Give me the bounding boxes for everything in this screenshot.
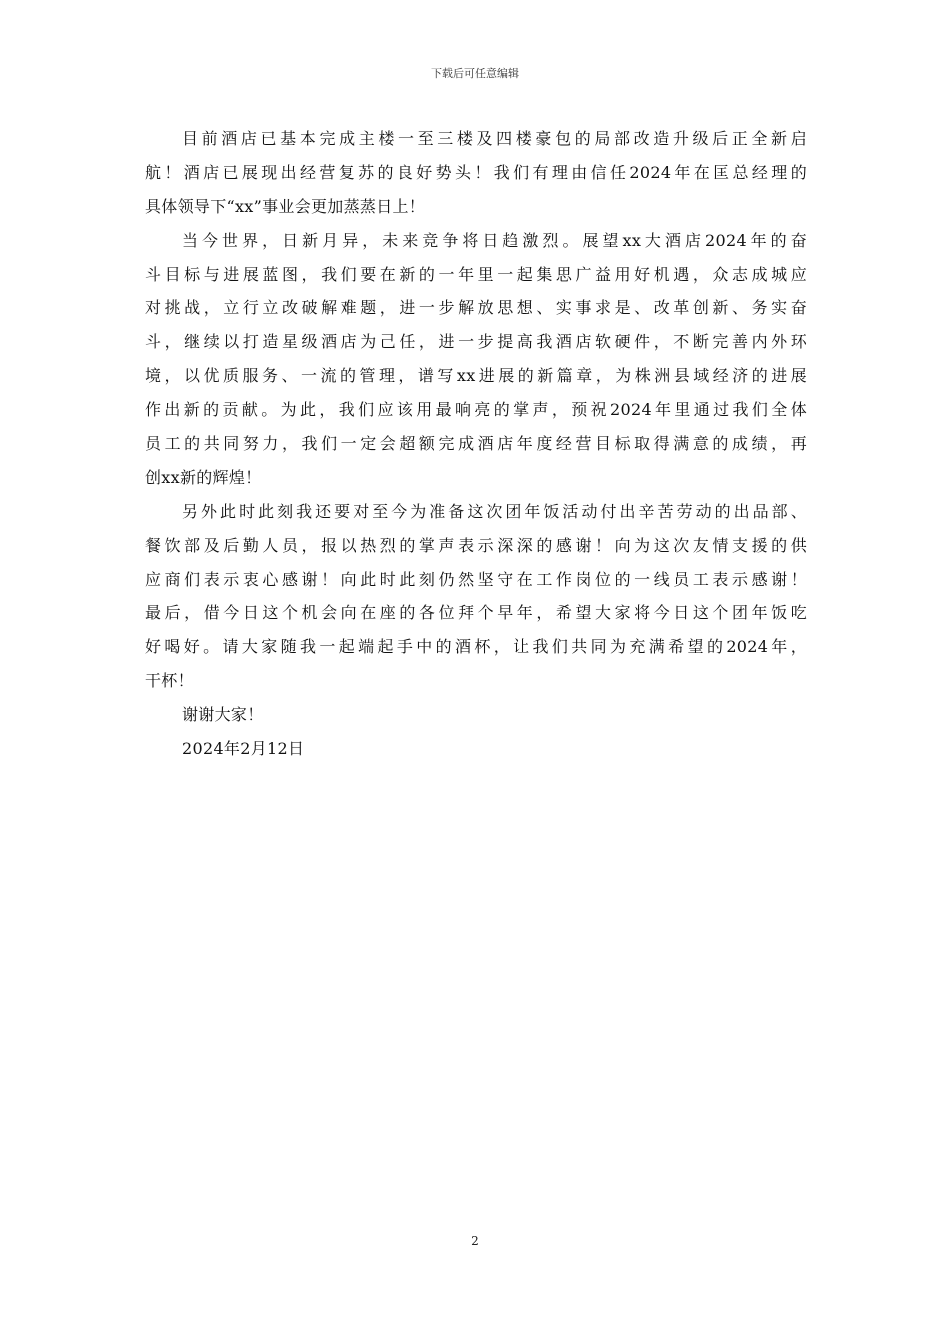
paragraph-3-line-4: 最后，借今日这个机会向在座的各位拜个早年，希望大家将今日这个团年饭吃 [145, 603, 807, 623]
document-body [145, 122, 807, 766]
paragraph-1-line-2: 航！酒店已展现出经营复苏的良好势头！我们有理由信任2024年在匡总经理的 [145, 162, 807, 182]
paragraph-3-line-1: 另外此时此刻我还要对至今为准备这次团年饭活动付出辛苦劳动的出品部、 [182, 501, 807, 521]
paragraph-2-line-6: 作出新的贡献。为此，我们应该用最响亮的掌声，预祝2024年里通过我们全体 [145, 400, 807, 420]
page-number: 2 [471, 1234, 479, 1248]
paragraph-1-line-1: 目前酒店已基本完成主楼一至三楼及四楼豪包的局部改造升级后正全新启 [182, 129, 807, 148]
document-date: 2024年2月12日 [182, 739, 305, 759]
paragraph-2-line-8: 创xx新的辉煌！ [145, 467, 262, 487]
paragraph-3-line-5: 好喝好。请大家随我一起端起手中的酒杯，让我们共同为充满希望的2024年， [145, 637, 807, 657]
page-header: 下载后可任意编辑 [431, 67, 519, 80]
paragraph-3-line-2: 餐饮部及后勤人员，报以热烈的掌声表示深深的感谢！向为这次友情支援的供 [145, 535, 807, 555]
paragraph-2-line-1: 当今世界，日新月异，未来竞争将日趋激烈。展望xx大酒店2024年的奋 [182, 230, 807, 250]
paragraph-1-line-3: 具体领导下“xx”事业会更加蒸蒸日上！ [145, 196, 426, 216]
paragraph-2-line-2: 斗目标与进展蓝图，我们要在新的一年里一起集思广益用好机遇，众志成城应 [145, 264, 807, 284]
paragraph-3-line-6: 干杯！ [145, 671, 194, 691]
closing-thanks: 谢谢大家！ [182, 705, 264, 725]
paragraph-2-line-5: 境，以优质服务、一流的管理，谱写xx进展的新篇章，为株洲县域经济的进展 [145, 366, 807, 386]
paragraph-3-line-3: 应商们表示衷心感谢！向此时此刻仍然坚守在工作岗位的一线员工表示感谢！ [145, 569, 807, 589]
paragraph-2-line-3: 对挑战，立行立改破解难题，进一步解放思想、实事求是、改革创新、务实奋 [145, 298, 807, 318]
paragraph-2-line-7: 员工的共同努力，我们一定会超额完成酒店年度经营目标取得满意的成绩，再 [145, 434, 807, 454]
paragraph-2-line-4: 斗，继续以打造星级酒店为己任，进一步提高我酒店软硬件，不断完善内外环 [145, 332, 807, 352]
